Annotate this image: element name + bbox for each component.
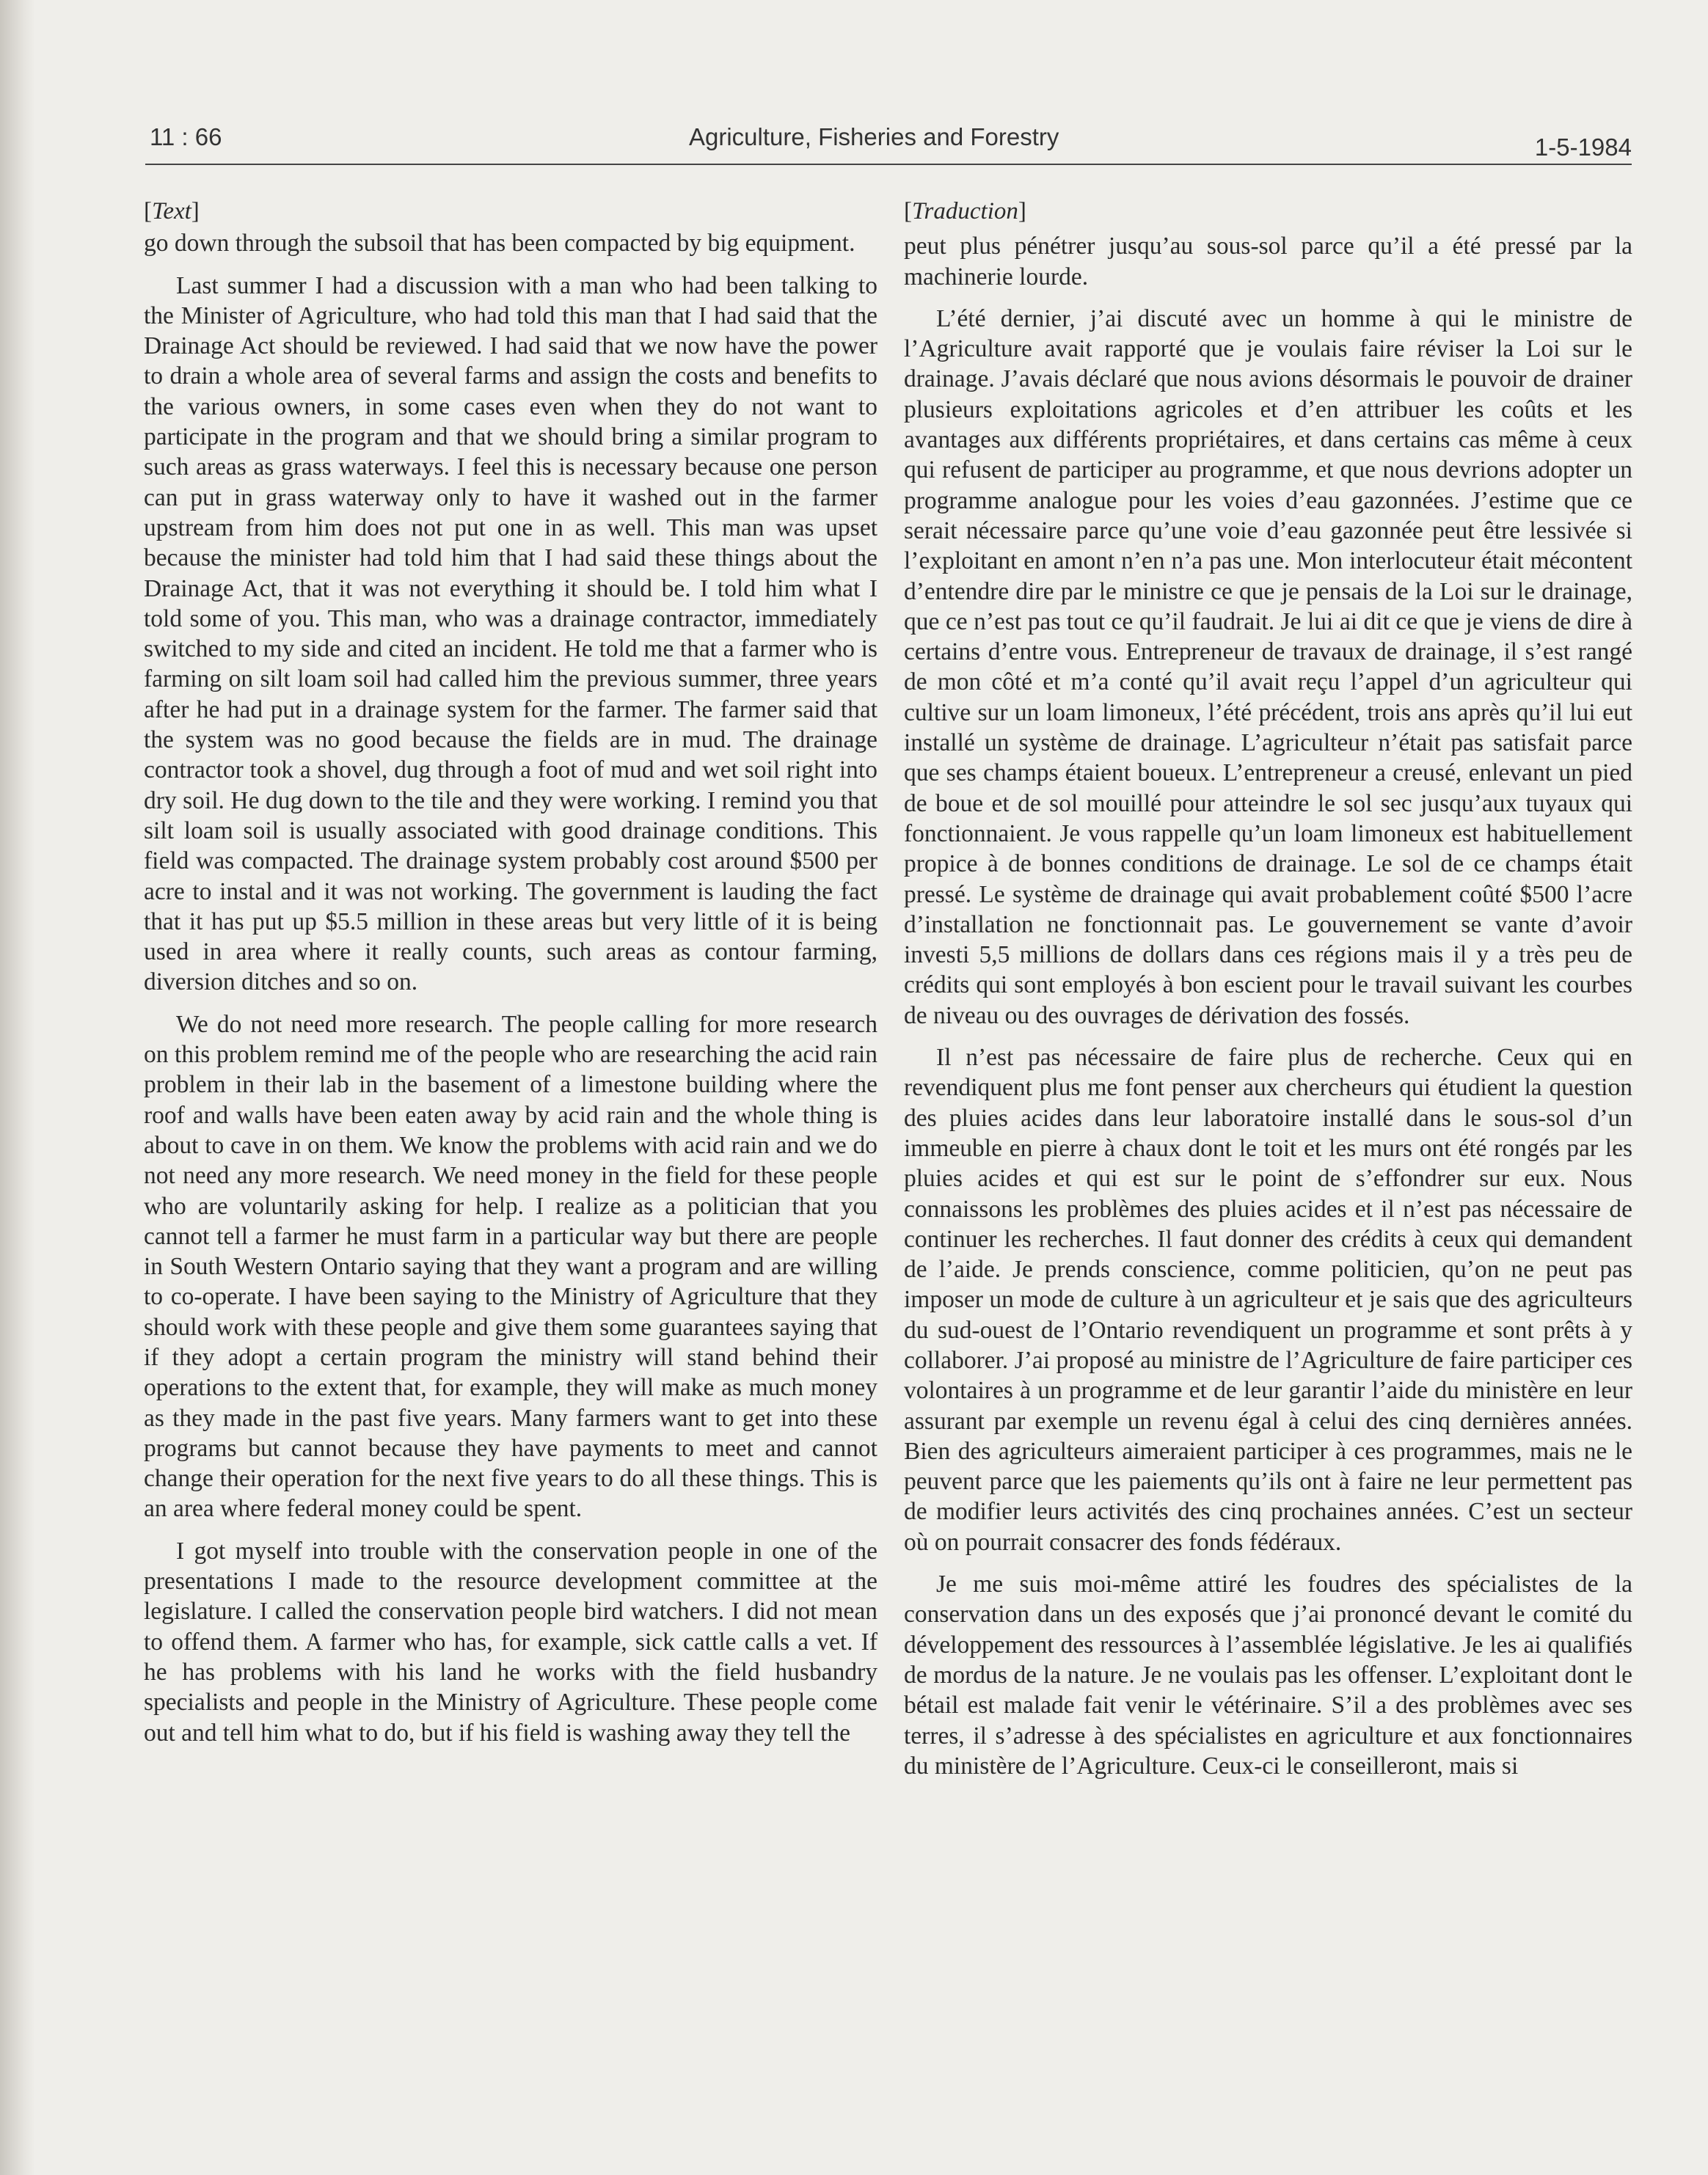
header-rule — [145, 164, 1632, 165]
column-label: [Text] — [144, 198, 200, 224]
english-column — [144, 197, 877, 1760]
column-label-text: Text — [152, 198, 191, 224]
french-column — [904, 197, 1632, 1793]
paragraph: I got myself into trouble with the conservation people in one of the presentations I made to the resource development committee at the legislature. I called the conservation people bird watchers. I did not mean to offend them. A farmer who has, for example, sick cattle calls a vet. If he has problems with his land he works with the field husbandry specialists and people in the Ministry of Agriculture. These people come out and tell him what to do, but if his field is washing away they tell the — [144, 1537, 877, 1747]
paragraph: peut plus pénétrer jusqu’au sous-sol parce qu’il a été pressé par la machinerie lourde. — [904, 233, 1632, 290]
column-label: [Traduction] — [904, 198, 1026, 224]
paragraph: Je me suis moi-même attiré les foudres des spécialistes de la conservation dans un des exposés que j’ai prononcé devant le comité du développement des ressources à l’assemblée législative. Je les ai qualifiés de mordus de la nature. Je ne voulais pas les offenser. L’exploitant dont le bétail est malade fait venir le vétérinaire. S’il a des problèmes avec ses terres, il s’adresse à des spécialistes en agriculture et aux fonctionnaires du ministère de l’Agriculture. Ceux-ci le conseilleront, mais si — [904, 1571, 1632, 1780]
header-date: 1-5-1984 — [1534, 134, 1632, 161]
page-number: 11 : 66 — [150, 123, 222, 150]
paragraph: Il n’est pas nécessaire de faire plus de recherche. Ceux qui en revendiquent plus me font penser aux chercheurs qui étudient la question des pluies acides dans leur laboratoire installé dans le sous-sol d’un immeuble en pierre à chaux dont le toit et les murs ont été rongés par les pluies acides et qui est sur le point de s’effondrer sur eux. Nous connaissons les problèmes des pluies acides et il n’est pas nécessaire de continuer les recherches. Il faut donner des crédits à ceux qui demandent de l’aide. Je prends conscience, comme politicien, qu’on ne peut pas imposer un mode de culture à un agriculteur et je sais que des agriculteurs du sud-ouest de l’Ontario revendiquent un programme et sont prêts à y collaborer. J’ai proposé au ministre de l’Agriculture de faire participer ces volontaires à un programme et de leur garantir l’aide du ministère en leur assurant par exemple un revenu égal à celui des cinq dernières années. Bien des agriculteurs aimeraient participer à ces programmes, mais ne le peuvent parce que les paiements qu’ils ont à faire ne leur permettent pas de modifier leurs activités des cinq prochaines années. C’est un secteur où on pourrait consacrer des fonds fédéraux. — [904, 1044, 1632, 1556]
publication-title: Agriculture, Fisheries and Forestry — [689, 123, 1059, 150]
binding-shadow — [0, 0, 35, 2175]
paragraph: Last summer I had a discussion with a man who had been talking to the Minister of Agriculture, who had told this man that I had said that the Drainage Act should be reviewed. I had said that we now have the power to drain a whole area of several farms and assign the costs and benefits to the various owners, in some cases even when they do not want to participate in the program and that we should bring a similar program to such areas as grass waterways. I feel this is necessary because one person can put in grass waterway only to have it washed out in the farmer upstream from him does not put one in as well. This man was upset because the minister had told him that I had said these things about the Drainage Act, that it was not everything it should be. I told him what I told some of you. This man, who was a drainage contractor, immediately switched to my side and cited an incident. He told me that a farmer who is farming on silt loam soil had called him the previous summer, three years after he had put in a drainage system for the farmer. The farmer said that the system was no good because the fields are in mud. The drainage contractor took a shovel, dug through a foot of mud and wet soil right into dry soil. He dug down to the tile and they were working. I remind you that silt loam soil is usually associated with good drainage conditions. This field was compacted. The drainage system probably cost around $500 per acre to instal and it was not working. The government is lauding the fact that it has put up $5.5 million in these areas but very little of it is being used in area where it really counts, such areas as contour farming, diversion ditches and so on. — [144, 271, 877, 996]
paragraph: We do not need more research. The people calling for more research on this problem remind me of the people who are researching the acid rain problem in their lab in the basement of a limestone building where the roof and walls have been eaten away by acid rain and the whole thing is about to cave in on them. We know the problems with acid rain and we do not need any more research. We need money in the field for these people who are voluntarily asking for help. I realize as a politician that you cannot tell a farmer he must farm in a particular way but there are people in South Western Ontario saying that they want a program and are willing to co-operate. I have been saying to the Ministry of Agriculture that they should work with these people and give them some guarantees saying that if they adopt a certain program the ministry will stand behind their operations to the extent that, for example, they will make as much money as they made in the past five years. Many farmers want to get into these programs but cannot because they have payments to meet and cannot change their operation for the next five years to do all these things. This is an area where federal money could be spent. — [144, 1010, 877, 1523]
column-label-text: Traduction — [912, 198, 1018, 224]
paragraph: go down through the subsoil that has been compacted by big equipment. — [144, 230, 855, 257]
paragraph: L’été dernier, j’ai discuté avec un homme à qui le ministre de l’Agriculture avait rapporté que je voulais faire réviser la Loi sur le drainage. J’avais déclaré que nous avions désormais le pouvoir de drainer plusieurs exploitations agricoles et d’en attribuer les coûts et les avantages aux différents propriétaires, et dans certains cas même à ceux qui refusent de participer au programme, et que nous devrions adopter un programme analogue pour les voies d’eau gazonnées. J’estime que ce serait nécessaire parce qu’une voie d’eau gazonnée peut être lessivée si l’exploitant en amont n’en n’a pas une. Mon interlocuteur était mécontent d’entendre dire par le ministre ce que je pensais de la Loi sur le drainage, que ce n’est pas tout ce qu’il faudrait. Je lui ai dit ce que je viens de dire à certains d’entre vous. Entrepreneur de travaux de drainage, il s’est rangé de mon côté et m’a conté qu’il avait reçu l’appel d’un agriculteur qui cultive sur un loam limoneux, l’été précédent, trois ans après qu’il lui eut installé un système de drainage. L’agriculteur n’était pas satisfait parce que ses champs étaient boueux. L’entrepreneur a creusé, enlevant un pied de boue et de sol mouillé pour atteindre le sol sec jusqu’aux tuyaux qui fonctionnaient. Je vous rappelle qu’un loam limoneux est habituellement propice à de bonnes conditions de drainage. Le sol de ce champs était pressé. Le système de drainage qui avait probablement coûté $500 l’acre d’installation ne fonctionnait pas. Le gouvernement se vante d’avoir investi 5,5 millions de dollars dans ces régions mais il y a très peu de crédits qui sont employés à bon escient pour le travail suivant les courbes de niveau ou des ouvrages de dérivation des fossés. — [904, 304, 1632, 1029]
running-header — [150, 123, 1632, 169]
